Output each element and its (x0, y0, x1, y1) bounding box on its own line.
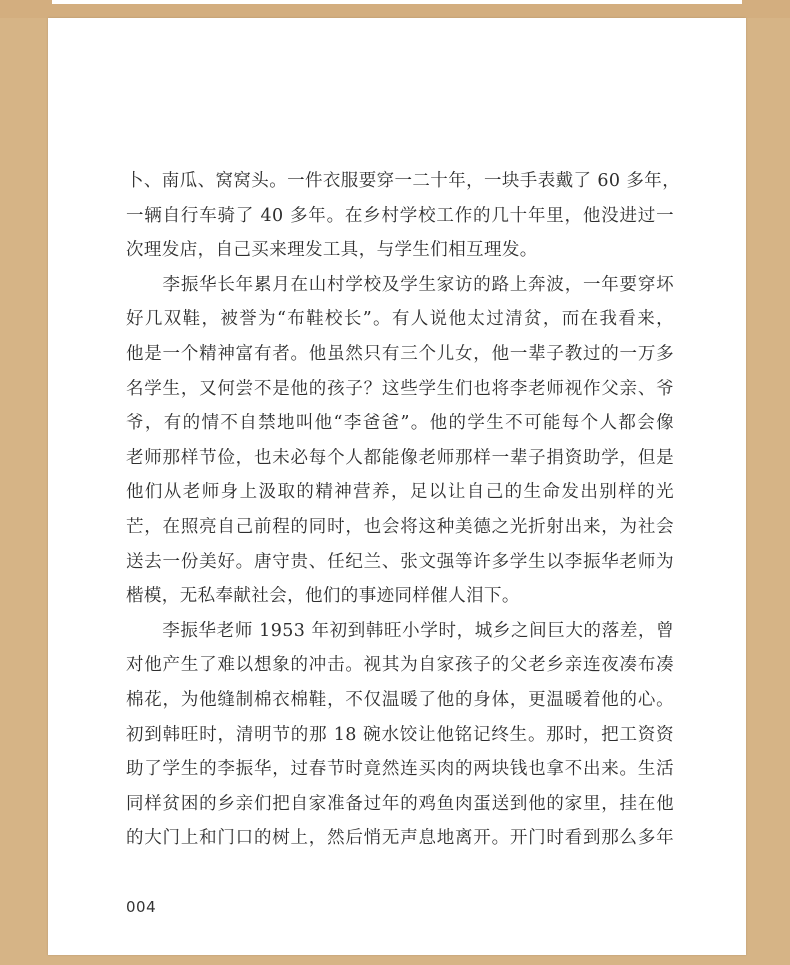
body-text (126, 164, 681, 856)
text-line: 的大门上和门口的树上，然后悄无声息地离开。开门时看到那么多年 (126, 828, 674, 849)
previous-page-edge (52, 0, 742, 4)
text-line: 芒，在照亮自己前程的同时，也会将这种美德之光折射出来，为社会 (126, 516, 674, 537)
text-line: 对他产生了难以想象的冲击。视其为自家孩子的父老乡亲连夜凑布凑 (126, 655, 674, 676)
text-line: 初到韩旺时，清明节的那 18 碗水饺让他铭记终生。那时，把工资资 (126, 724, 674, 745)
text-line: 棉花，为他缝制棉衣棉鞋，不仅温暖了他的身体，更温暖着他的心。 (126, 689, 674, 710)
text-line: 老师那样节俭，也未必每个人都能像老师那样一辈子捐资助学，但是 (126, 447, 674, 468)
text-line: 名学生，又何尝不是他的孩子？这些学生们也将李老师视作父亲、爷 (126, 378, 674, 399)
text-line: 同样贫困的乡亲们把自家准备过年的鸡鱼肉蛋送到他的家里，挂在他 (126, 793, 674, 814)
text-line: 一辆自行车骑了 40 多年。在乡村学校工作的几十年里，他没进过一 (126, 205, 674, 226)
text-line: 李振华长年累月在山村学校及学生家访的路上奔波，一年要穿坏 (126, 274, 674, 295)
text-line: 爷，有的情不自禁地叫他“李爸爸”。他的学生不可能每个人都会像 (126, 413, 674, 434)
page-number: 004 (126, 898, 157, 916)
text-line: 他是一个精神富有者。他虽然只有三个儿女，他一辈子教过的一万多 (126, 343, 674, 364)
text-line: 他们从老师身上汲取的精神营养，足以让自己的生命发出别样的光 (126, 482, 674, 503)
text-line: 卜、南瓜、窝窝头。一件衣服要穿一二十年，一块手表戴了 60 多年， (126, 171, 681, 191)
text-line: 次理发店，自己买来理发工具，与学生们相互理发。 (126, 240, 538, 261)
text-line: 好几双鞋，被誉为“布鞋校长”。有人说他太过清贫，而在我看来， (126, 309, 674, 330)
text-line: 送去一份美好。唐守贵、任纪兰、张文强等许多学生以李振华老师为 (126, 551, 674, 572)
text-line: 李振华老师 1953 年初到韩旺小学时，城乡之间巨大的落差，曾 (126, 620, 674, 641)
text-line: 楷模，无私奉献社会，他们的事迹同样催人泪下。 (126, 586, 520, 607)
book-page (48, 18, 746, 955)
text-line: 助了学生的李振华，过春节时竟然连买肉的两块钱也拿不出来。生活 (126, 759, 674, 780)
